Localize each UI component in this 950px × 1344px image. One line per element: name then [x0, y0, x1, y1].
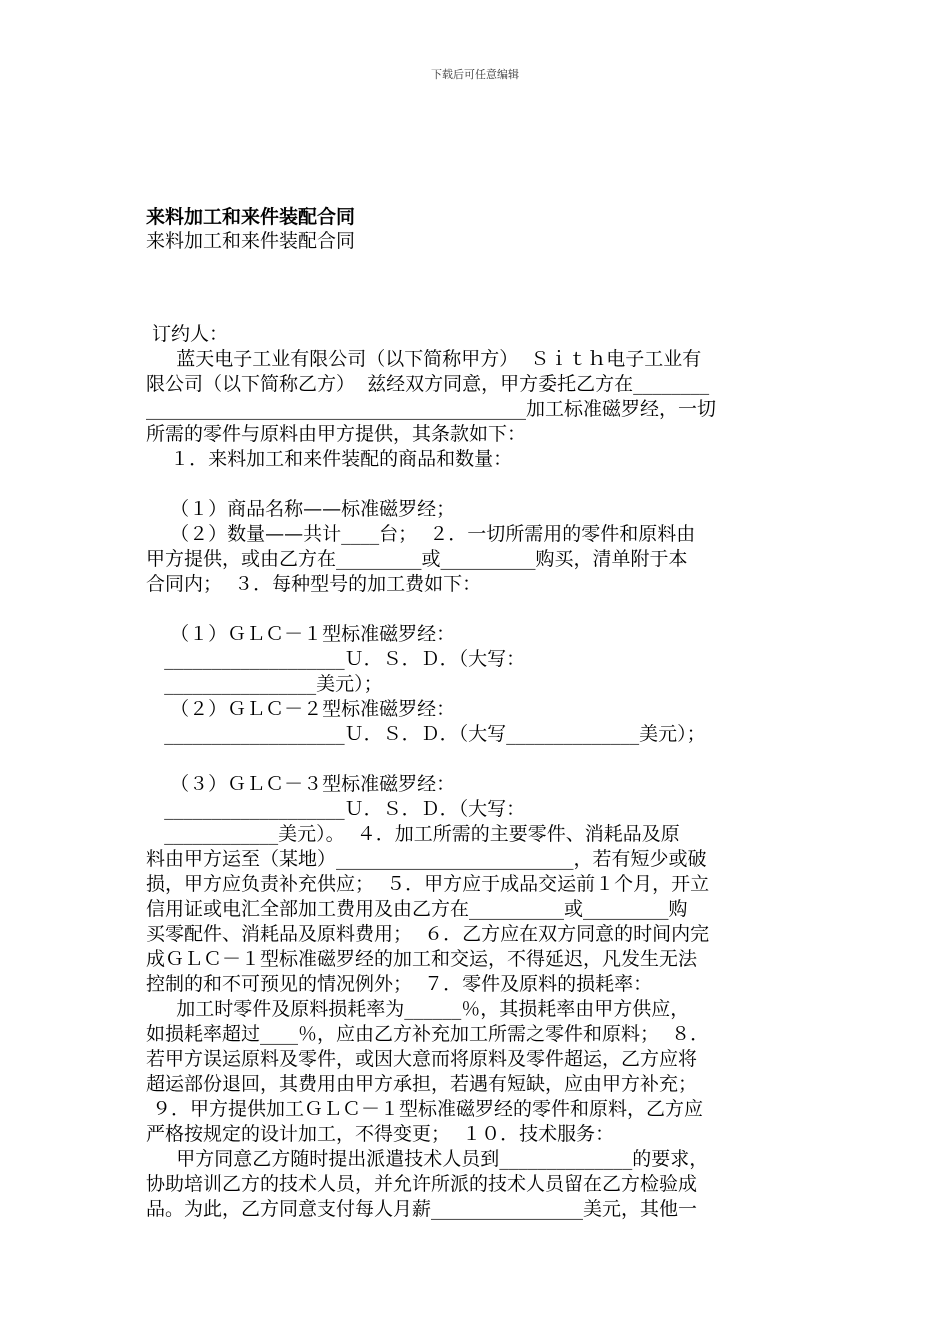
body-line: 协助培训乙方的技术人员，并允许所派的技术人员留在乙方检验成: [146, 1173, 698, 1195]
body-line: ____________美元）。 ４．加工所需的主要零件、消耗品及原: [146, 823, 680, 845]
body-line: 成ＧＬＣ－１型标准磁罗经的加工和交运，不得延迟，凡发生无法: [146, 948, 698, 970]
body-line: （１）ＧＬＣ－１型标准磁罗经：: [146, 623, 456, 645]
document-title: 来料加工和来件装配合同: [146, 206, 356, 228]
body-line: 若甲方误运原料及零件，或因大意而将原料及零件超运，乙方应将: [146, 1048, 698, 1070]
document-subtitle: 来料加工和来件装配合同: [146, 230, 356, 252]
body-line: 料由甲方运至（某地）_________________________，若有短少或破: [146, 848, 707, 870]
body-line: ９．甲方提供加工ＧＬＣ－１型标准磁罗经的零件和原料，乙方应: [146, 1098, 704, 1120]
body-line: （１）商品名称——标准磁罗经；: [146, 498, 456, 520]
body-line: 所需的零件与原料由甲方提供，其条款如下：: [146, 423, 527, 445]
header-note: 下载后可任意编辑: [431, 68, 519, 81]
body-line: 控制的和不可预见的情况例外； ７．零件及原料的损耗率：: [146, 973, 653, 995]
body-line: 订约人：: [146, 323, 229, 345]
body-line: ___________________Ｕ．Ｓ．Ｄ．（大写______________美元）；: [146, 723, 706, 745]
body-line: 买零配件、消耗品及原料费用； ６．乙方应在双方同意的时间内完: [146, 923, 710, 945]
body-line: （２）数量——共计____台； ２．一切所需用的零件和原料由: [146, 523, 696, 545]
body-line: （３）ＧＬＣ－３型标准磁罗经：: [146, 773, 456, 795]
contract-body: [146, 322, 816, 1222]
body-line: ________________________________________加工标准磁罗经，一切: [146, 398, 717, 420]
body-line: 蓝天电子工业有限公司（以下简称甲方） Ｓｉｔｈ电子工业有: [146, 348, 702, 370]
body-line: 合同内； ３．每种型号的加工费如下：: [146, 573, 482, 595]
body-line: [146, 597, 816, 622]
body-line: 品。为此，乙方同意支付每人月薪________________美元，其他一: [146, 1198, 698, 1220]
body-line: 甲方同意乙方随时提出派遣技术人员到______________的要求，: [146, 1148, 709, 1170]
body-line: 限公司（以下简称乙方） 兹经双方同意，甲方委托乙方在________: [146, 373, 710, 395]
body-line: 信用证或电汇全部加工费用及由乙方在__________或_________购: [146, 898, 688, 920]
body-line: [146, 472, 816, 497]
body-line: 严格按规定的设计加工，不得变更； １０．技术服务：: [146, 1123, 615, 1145]
body-line: [146, 747, 816, 772]
body-line: ________________美元）；: [146, 673, 383, 695]
body-line: 损，甲方应负责补充供应； ５．甲方应于成品交运前１个月，开立: [146, 873, 710, 895]
body-line: ___________________Ｕ．Ｓ．Ｄ．（大写：: [146, 648, 526, 670]
body-line: （２）ＧＬＣ－２型标准磁罗经：: [146, 698, 456, 720]
body-line: 超运部份退回，其费用由甲方承担，若遇有短缺，应由甲方补充；: [146, 1073, 698, 1095]
body-line: 加工时零件及原料损耗率为______％，其损耗率由甲方供应，: [146, 998, 690, 1020]
body-line: ___________________Ｕ．Ｓ．Ｄ．（大写：: [146, 798, 526, 820]
body-line: 甲方提供，或由乙方在_________或__________购买，清单附于本: [146, 548, 688, 570]
body-line: １．来料加工和来件装配的商品和数量：: [146, 448, 513, 470]
body-line: 如损耗率超过____％，应由乙方补充加工所需之零件和原料； ８．: [146, 1023, 710, 1045]
